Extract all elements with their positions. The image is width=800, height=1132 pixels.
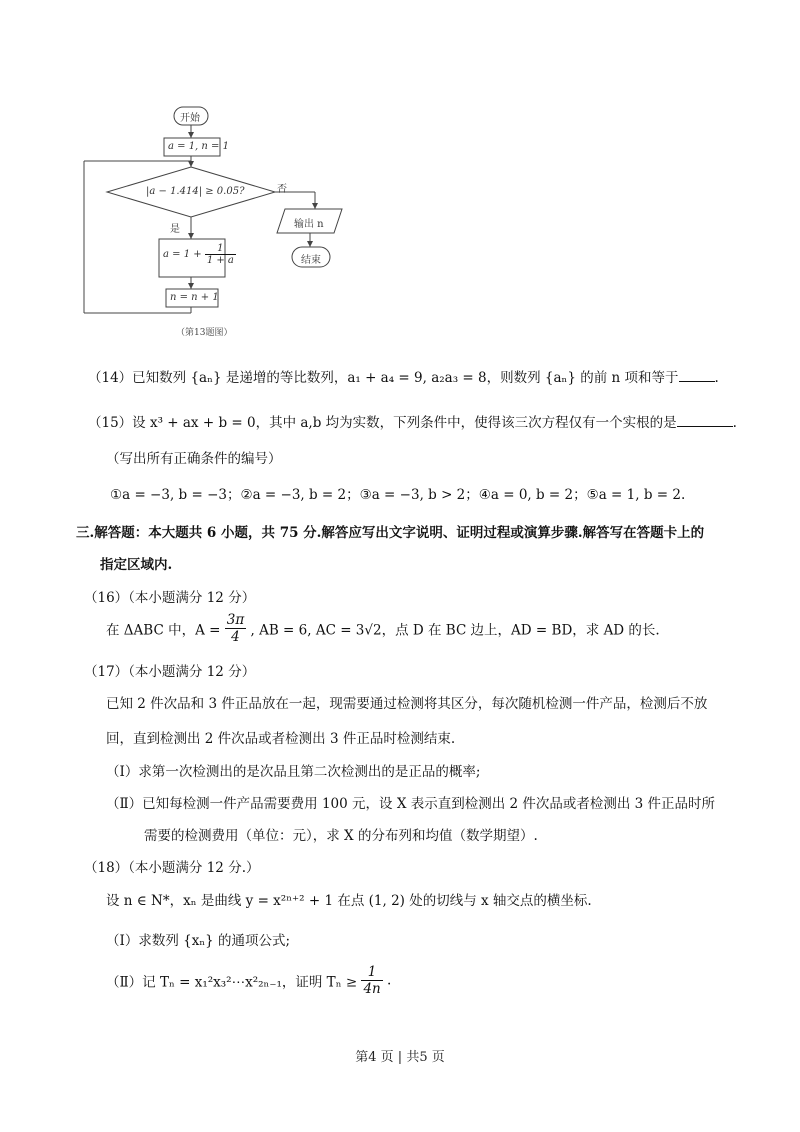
q18-bound-fraction bbox=[361, 964, 382, 997]
q16-post: , AB = 6, AC = 3√2，点 D 在 BC 边上，AD = BD，求 AD 的长. bbox=[250, 622, 660, 639]
section-3-heading-line1: 三.解答题：本大题共 6 小题，共 75 分.解答应写出文字说明、证明过程或演算步骤.解答写在答题卡上的 bbox=[76, 525, 705, 541]
q15-options: ①a = −3, b = −3；②a = −3, b = 2；③a = −3, b > 2；④a = 0, b = 2；⑤a = 1, b = 2. bbox=[110, 487, 686, 503]
q14-text: （14）已知数列 {aₙ} 是递增的等比数列，a₁ + a₄ = 9, a₂a₃ = 8，则数列 {aₙ} 的前 n 项和等于 bbox=[88, 370, 679, 386]
figure-caption: （第13题图） bbox=[176, 328, 233, 338]
q18-line1: 设 n ∈ N*，xₙ 是曲线 y = x²ⁿ⁺² + 1 在点 (1, 2) 处的切线与 x 轴交点的横坐标. bbox=[106, 893, 592, 909]
flowchart-lines bbox=[70, 95, 370, 345]
q17-part1: （Ⅰ）求第一次检测出的是次品且第二次检测出的是正品的概率; bbox=[106, 764, 481, 780]
q15-tail: . bbox=[732, 415, 737, 431]
flow-condition-label: |a − 1.414| ≥ 0.05? bbox=[146, 186, 245, 197]
flow-update-a-label bbox=[163, 243, 236, 266]
flow-init-label: a = 1, n = 1 bbox=[168, 141, 229, 152]
q17-part2-line1: （Ⅱ）已知每检测一件产品需要费用 100 元，设 X 表示直到检测出 2 件次品或者检测出 3 件正品时所 bbox=[106, 796, 716, 812]
q18-part2-tail: . bbox=[387, 972, 392, 989]
q16-pre: 在 ΔABC 中，A = bbox=[106, 622, 221, 639]
q18-header: （18）（本小题满分 12 分.） bbox=[84, 860, 260, 876]
q17-part2-line2: 需要的检测费用（单位：元），求 X 的分布列和均值（数学期望）. bbox=[144, 828, 538, 844]
q14-answer-blank bbox=[679, 369, 715, 382]
q16-angle-fraction bbox=[225, 612, 246, 645]
q16-header: （16）（本小题满分 12 分） bbox=[84, 590, 256, 606]
flow-update-a-prefix: a = 1 + bbox=[163, 249, 202, 260]
q18-bound-num: 1 bbox=[361, 964, 382, 981]
flow-output-label: 输出 n bbox=[294, 219, 324, 230]
q18-part2-pre: （Ⅱ）记 Tₙ = x₁²x₃²⋯x²₂ₙ₋₁，证明 Tₙ ≥ bbox=[106, 974, 358, 991]
flow-update-a-den: 1 + a bbox=[206, 255, 234, 266]
flow-update-a-num: 1 bbox=[205, 243, 236, 255]
q16-angle-den: 4 bbox=[231, 629, 240, 645]
q15-answer-blank bbox=[677, 414, 733, 427]
q18-part2 bbox=[106, 964, 391, 997]
flow-update-a-fraction bbox=[205, 243, 236, 266]
q18-bound-den: 4n bbox=[363, 981, 381, 997]
question-14 bbox=[88, 366, 719, 386]
section-3-heading-line2: 指定区域内. bbox=[100, 557, 173, 573]
page-footer: 第4 页 | 共5 页 bbox=[355, 1050, 445, 1065]
q17-line2: 回，直到检测出 2 件次品或者检测出 3 件正品时检测结束. bbox=[106, 731, 456, 747]
flowchart-figure bbox=[70, 95, 370, 345]
question-15 bbox=[88, 411, 737, 431]
q15-note: （写出所有正确条件的编号） bbox=[106, 451, 282, 467]
q15-text: （15）设 x³ + ax + b = 0，其中 a,b 均为实数，下列条件中，使得该三次方程仅有一个实根的是 bbox=[88, 415, 677, 431]
flow-no-label: 否 bbox=[277, 184, 287, 195]
flow-yes-label: 是 bbox=[170, 224, 180, 235]
flow-update-n-label: n = n + 1 bbox=[170, 292, 219, 303]
q16-angle-num: 3π bbox=[226, 612, 245, 628]
flow-end-label: 结束 bbox=[301, 255, 321, 266]
q14-tail: . bbox=[714, 370, 719, 386]
q16-body bbox=[106, 612, 660, 645]
q17-line1: 已知 2 件次品和 3 件正品放在一起，现需要通过检测将其区分，每次随机检测一件产品，检测后不放 bbox=[106, 696, 708, 712]
flow-start-label: 开始 bbox=[180, 113, 200, 124]
q17-header: （17）（本小题满分 12 分） bbox=[84, 664, 256, 680]
q18-part1: （Ⅰ）求数列 {xₙ} 的通项公式; bbox=[106, 933, 291, 949]
